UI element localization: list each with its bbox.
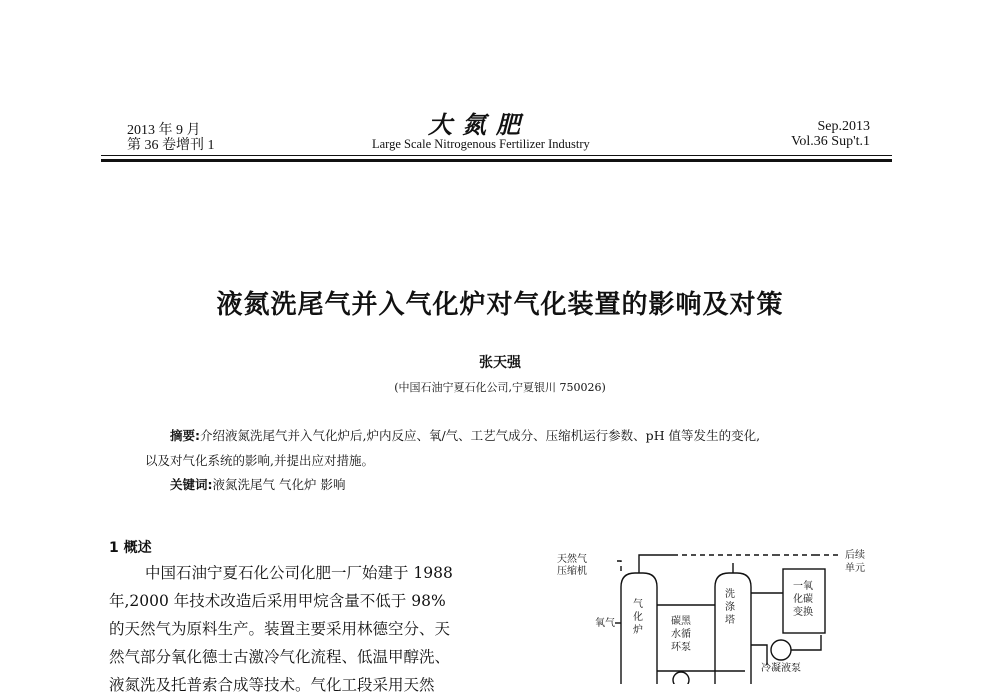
article-title: 液氮洗尾气并入气化炉对气化装置的影响及对策 xyxy=(216,290,784,320)
label-scrubber-3: 塔 xyxy=(725,615,735,626)
process-flow-diagram xyxy=(545,545,885,684)
header-rule-thin xyxy=(101,155,892,156)
label-pump-2: 水循 xyxy=(671,629,691,640)
article-affiliation: (中国石油宁夏石化公司,宁夏银川 750026) xyxy=(394,381,606,394)
header-date-en: Sep.2013 xyxy=(817,119,870,134)
abstract-line-1 xyxy=(170,424,760,448)
condensate-pump-icon xyxy=(771,640,791,660)
label-pump-3: 环泵 xyxy=(671,642,691,653)
label-gasifier-2: 化 xyxy=(633,612,643,623)
keywords-label: 关键词: xyxy=(170,477,213,492)
label-next-unit-1: 后续 xyxy=(845,550,865,561)
gasifier-top-line xyxy=(639,555,673,573)
dashed-gas-inlet xyxy=(617,561,621,571)
header-volume-cn: 第 36 卷增刊 1 xyxy=(127,138,215,153)
label-natural-gas: 天然气 xyxy=(557,554,587,565)
label-compressor: 压缩机 xyxy=(557,566,587,577)
header-date-cn: 2013 年 9 月 xyxy=(127,123,201,138)
keywords-line xyxy=(170,473,345,497)
label-gasifier-1: 气 xyxy=(633,599,643,610)
abstract-text-1: 介绍液氮洗尾气并入气化炉后,炉内反应、氧/气、工艺气成分、压缩机运行参数、pH 值等发生的变化, xyxy=(200,428,761,443)
scrubber-condensate-line xyxy=(751,645,767,665)
body-line-4: 然气部分氧化德士古激冷气化流程、低温甲醇洗、 xyxy=(109,648,451,666)
condensate-pump-out xyxy=(791,635,821,650)
label-shift-1: 一氧 xyxy=(793,581,813,592)
label-condensate-pump: 冷凝液泵 xyxy=(761,663,801,674)
journal-logo: 大氮肥 xyxy=(428,110,530,139)
abstract-label: 摘要: xyxy=(170,428,200,443)
label-shift-3: 变换 xyxy=(793,607,813,618)
keywords-text: 液氮洗尾气 气化炉 影响 xyxy=(212,477,346,492)
section-heading: 1 概述 xyxy=(109,540,152,556)
body-line-1: 中国石油宁夏石化公司化肥一厂始建于 1988 xyxy=(145,564,453,582)
label-gasifier-3: 炉 xyxy=(633,625,643,636)
label-pump-1: 碳黑 xyxy=(671,616,691,627)
label-scrubber-1: 洗 xyxy=(725,589,735,600)
label-shift-2: 化碳 xyxy=(793,594,813,605)
body-line-5: 液氮洗及托普索合成等技术。气化工段采用天然 xyxy=(109,676,435,694)
header-volume-en: Vol.36 Sup't.1 xyxy=(791,134,870,149)
label-scrubber-2: 涤 xyxy=(725,602,735,613)
body-line-2: 年,2000 年技术改造后采用甲烷含量不低于 98% xyxy=(109,592,446,610)
label-next-unit-2: 单元 xyxy=(845,563,865,574)
carbon-water-pump-icon xyxy=(673,672,689,684)
abstract-line-2: 以及对气化系统的影响,并提出应对措施。 xyxy=(145,453,374,468)
body-line-3: 的天然气为原料生产。装置主要采用林德空分、天 xyxy=(109,620,451,638)
article-author: 张天强 xyxy=(479,355,521,371)
journal-name-en: Large Scale Nitrogenous Fertilizer Industry xyxy=(372,137,590,151)
header-rule-thick xyxy=(101,159,892,162)
label-oxygen: 氧气 xyxy=(595,618,615,629)
